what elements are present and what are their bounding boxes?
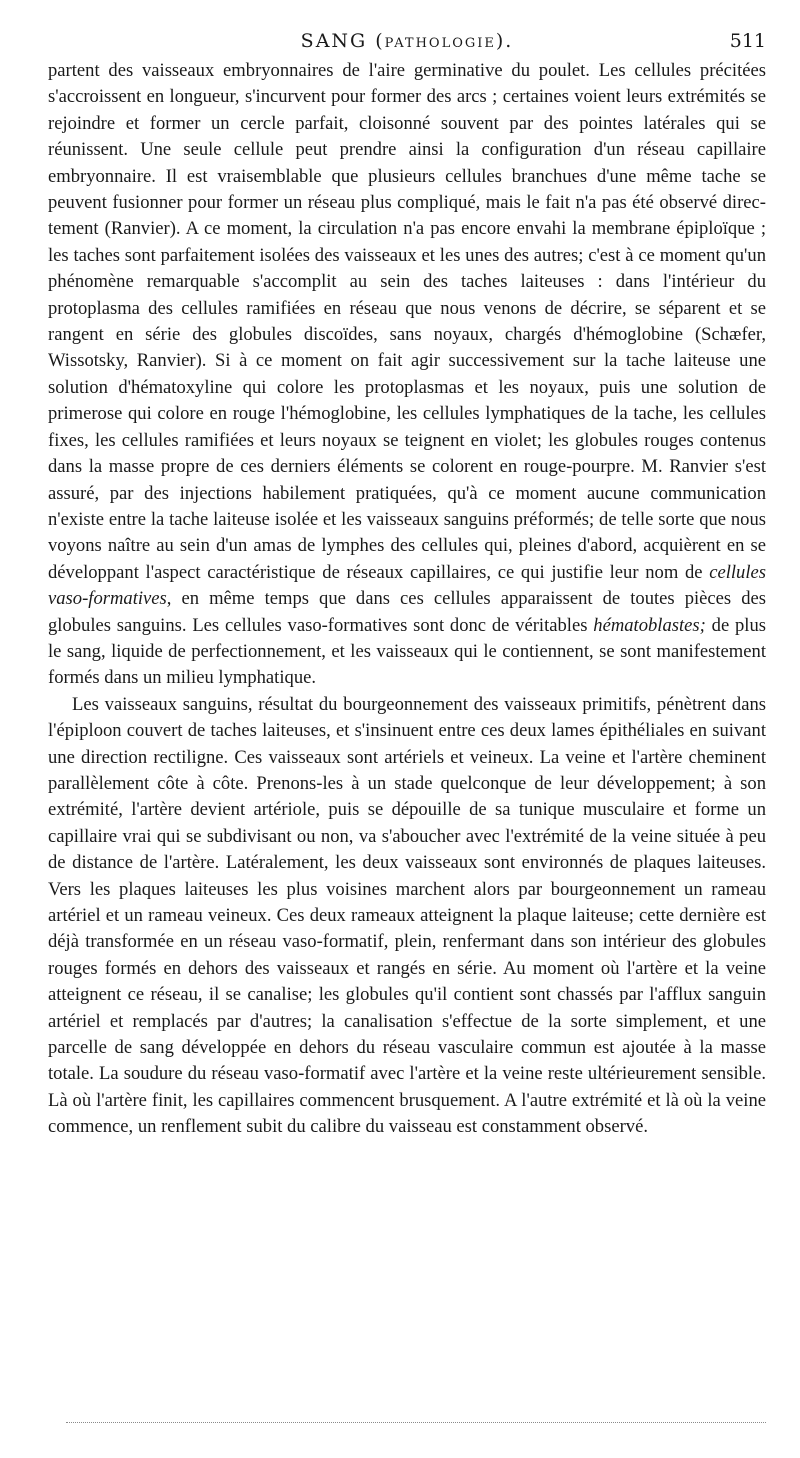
running-title-main: SANG (300, 30, 368, 52)
paragraph-1-text-c: de plus le sang, liquide de perfectionnement, et les vaisseaux qui le contiennent, se sont manifestement formés dans un milieu lymphatique. (48, 614, 766, 689)
footer-rule (66, 1422, 766, 1423)
paragraph-1-text-a: partent des vaisseaux embryonnaires de l'aire germinative du poulet. Les cellules précitées s'accroissent en longueur, s'incurvent pour former des arcs ; certaines voient leurs extrémités se rejoindre et former un cercle parfait, cloisonné souvent par des pointes latérales qui se réunissent. Une seule cellule peut prendre ainsi la configuration d'un réseau capillaire embryonnaire. Il est vraisemblable que plusieurs cellules branchues d'une même tache se peuvent fusionner pour former un réseau plus compliqué, mais le fait n'a pas été observé directement (Ranvier). A ce moment, la circulation n'a pas encore envahi la membrane épiploïque ; les taches sont parfaitement isolées des vaisseaux et les unes des autres; c'est à ce moment qu'un phénomène remarquable s'accomplit au sein des taches laiteuses : dans l'intérieur du protoplasma des cellules ramifiées en réseau que nous venons de décrire, se séparent et se rangent en série des globules discoïdes, sans noyaux, chargés d'hémoglobine (Schæfer, Wissotsky, Ranvier). Si à ce moment on fait agir successivement sur la tache laiteuse une solution d'hématoxyline qui colore les protoplasmas et les noyaux, puis une solution de primerose qui colore en rouge l'hémoglobine, les cellules lymphatiques de la tache, les cellules fixes, les cellules ramifiées et leurs noyaux se teignent en violet; les globules rouges contenus dans la masse propre de ces derniers éléments se colorent en rouge-pourpre. M. Ranvier s'est assuré, par des injections habilement pratiquées, qu'à ce moment aucune communication n'existe entre la tache laiteuse isolée et les vaisseaux sanguins préformés; de telle sorte que nous voyons naître au sein d'un amas de lymphes des cellules qui, pleines d'abord, acquièrent en se développant l'aspect caractéristique de réseaux capillaires, ce qui justifie leur nom de (48, 60, 766, 583)
paragraph-1-text-b: , en même temps que dans ces cellules apparaissent de toutes pièces des globules sanguins. Les cellules vaso-formatives sont donc de véritables (48, 588, 766, 636)
running-title: SANG (PATHOLOGIE). (300, 30, 514, 52)
body-text (48, 58, 766, 1141)
page-number: 511 (729, 30, 766, 52)
paragraph-1 (48, 58, 766, 692)
paragraph-2: Les vaisseaux sanguins, résultat du bourgeonnement des vaisseaux primitifs, pénètrent dans l'épiploon couvert de taches laiteuses, et s'insinuent entre ces deux lames épithéliales en suivant une direction rectiligne. Ces vaisseaux sont artériels et veineux. La veine et l'artère cheminent parallèlement côte à côte. Prenons-les à un stade quelconque de leur développement; à son extrémité, l'artère devient artériole, puis se dépouille de sa tunique musculaire et forme un capillaire vrai qui se subdivisant ou non, va s'aboucher avec l'extrémité de la veine située à peu de distance de l'artère. Latéralement, les deux vaisseaux sont environnés de plaques laiteuses. Vers les plaques laiteuses les plus voisines marchent alors par bourgeonnement un rameau artériel et un rameau veineux. Ces deux rameaux atteignent la plaque laiteuse; cette dernière est déjà transformée en un réseau vaso-formatif, plein, renfermant dans son intérieur des globules rouges formés en dehors des vaisseaux et rangés en série. Au moment où l'artère et la veine atteignent ce réseau, il se canalise; les globules qu'il contient sont chassés par l'afflux sanguin artériel et remplacés par d'autres; la canalisation s'effectue de la sorte simplement, et une parcelle de sang développée en dehors du réseau vasculaire commun est ajoutée à la masse totale. La soudure du réseau vaso-formatif avec l'artère et la veine reste ultérieurement sensible. Là où l'artère finit, les capillaires commencent brusquement. A l'autre extrémité et là où la veine commence, un renflement subit du calibre du vaisseau est constamment observé. (48, 693, 766, 1138)
paragraph-1-emphasis-1: cellules vaso-formatives (48, 561, 766, 610)
running-title-sub: PATHOLOGIE (384, 36, 496, 51)
paragraph-1-emphasis-2: hématoblastes; (593, 614, 706, 636)
running-head (48, 30, 766, 60)
